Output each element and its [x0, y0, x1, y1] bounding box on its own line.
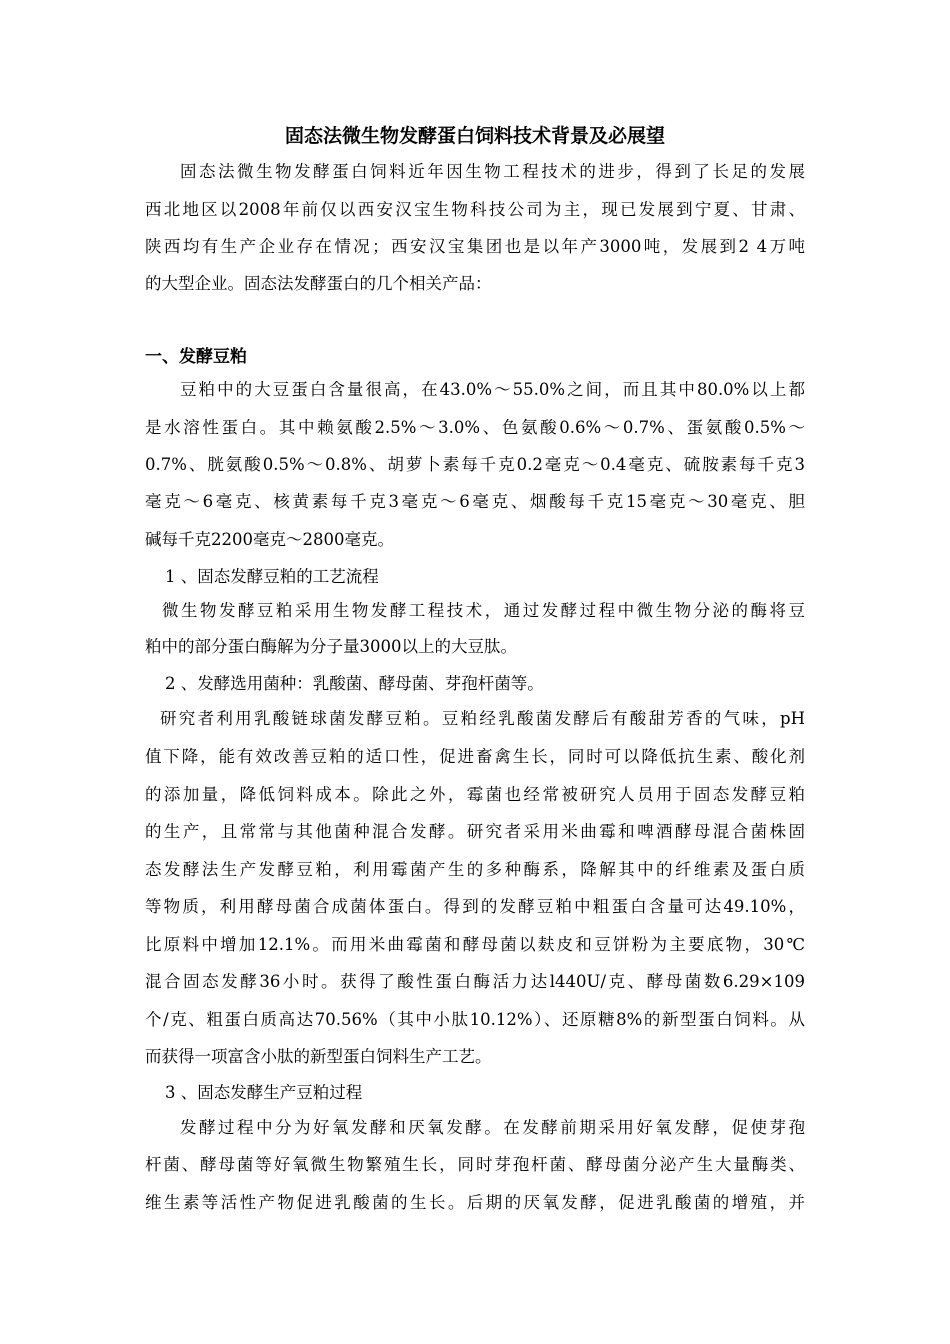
- paragraph-line: 的添加量，降低饲料成本。除此之外，霉菌也经常被研究人员用于固态发酵豆粕: [145, 785, 805, 804]
- paragraph-line: 豆粕中的大豆蛋白含量很高，在43.0%～55.0%之间，而且其中80.0%以上都: [180, 380, 805, 399]
- paragraph-line: 粕中的部分蛋白酶解为分子量3000以上的大豆肽。: [145, 637, 517, 656]
- paragraph-line: 而获得一项富含小肽的新型蛋白饲料生产工艺。: [145, 1047, 492, 1066]
- paragraph-line: 0.7%、胱氨酸0.5%～0.8%、胡萝卜素每千克0.2毫克～0.4毫克、硫胺素每千克3: [145, 455, 805, 474]
- paragraph-line: 是水溶性蛋白。其中赖氨酸2.5%～3.0%、色氨酸0.6%～0.7%、蛋氨酸0.5%～: [145, 418, 805, 437]
- intro-line-4: 的大型企业。固态法发酵蛋白的几个相关产品：: [145, 274, 492, 293]
- paragraph-line: 维生素等活性产物促进乳酸菌的生长。后期的厌氧发酵，促进乳酸菌的增殖，并: [145, 1193, 805, 1212]
- subsection-heading: 2 、发酵选用菌种：乳酸菌、酵母菌、芽孢杆菌等。: [165, 674, 544, 693]
- paragraph-line: 杆菌、酵母菌等好氧微生物繁殖生长，同时芽孢杆菌、酵母菌分泌产生大量酶类、: [145, 1155, 805, 1174]
- paragraph-line: 的生产，且常常与其他菌种混合发酵。研究者采用米曲霉和啤酒酵母混合菌株固: [145, 822, 805, 841]
- subsection-heading: 1 、固态发酵豆粕的工艺流程: [165, 567, 379, 586]
- paragraph-line: 比原料中增加12.1%。而用米曲霉菌和酵母菌以麸皮和豆饼粉为主要底物，30℃: [145, 935, 805, 954]
- section-heading: 一、发酵豆粕: [145, 347, 247, 367]
- paragraph-line: 研究者利用乳酸链球菌发酵豆粕。豆粕经乳酸菌发酵后有酸甜芳香的气味，pH: [160, 709, 805, 728]
- intro-line-1: 固态法微生物发酵蛋白饲料近年因生物工程技术的进步，得到了长足的发展: [180, 162, 805, 181]
- paragraph-line: 态发酵法生产发酵豆粕，利用霉菌产生的多种酶系，降解其中的纤维素及蛋白质: [145, 860, 805, 879]
- intro-line-3: 陕西均有生产企业存在情况；西安汉宝集团也是以年产3000吨，发展到2 4万吨: [145, 237, 805, 256]
- paragraph-line: 微生物发酵豆粕采用生物发酵工程技术，通过发酵过程中微生物分泌的酶将豆: [162, 601, 805, 620]
- paragraph-line: 值下降，能有效改善豆粕的适口性，促进畜禽生长，同时可以降低抗生素、酸化剂: [145, 747, 805, 766]
- paragraph-line: 发酵过程中分为好氧发酵和厌氧发酵。在发酵前期采用好氧发酵，促使芽孢: [180, 1118, 805, 1137]
- subsection-heading: 3 、固态发酵生产豆粕过程: [165, 1083, 363, 1102]
- paragraph-line: 毫克～6毫克、核黄素每千克3毫克～6毫克、烟酸每千克15毫克～30毫克、胆: [145, 492, 805, 511]
- paragraph-line: 等物质，利用酵母菌合成菌体蛋白。得到的发酵豆粕中粗蛋白含量可达49.10%，: [145, 897, 805, 916]
- intro-line-2: 西北地区以2008年前仅以西安汉宝生物科技公司为主，现已发展到宁夏、甘肃、: [145, 200, 805, 219]
- paragraph-line: 个/克、粗蛋白质高达70.56%（其中小肽10.12%）、还原糖8%的新型蛋白饲料。从: [145, 1010, 805, 1029]
- paragraph-line: 混合固态发酵36小时。获得了酸性蛋白酶活力达l440U/克、酵母菌数6.29×109: [145, 972, 805, 991]
- paragraph-line: 碱每千克2200毫克～2800毫克。: [145, 530, 394, 549]
- document-title: 固态法微生物发酵蛋白饲料技术背景及必展望: [284, 125, 665, 147]
